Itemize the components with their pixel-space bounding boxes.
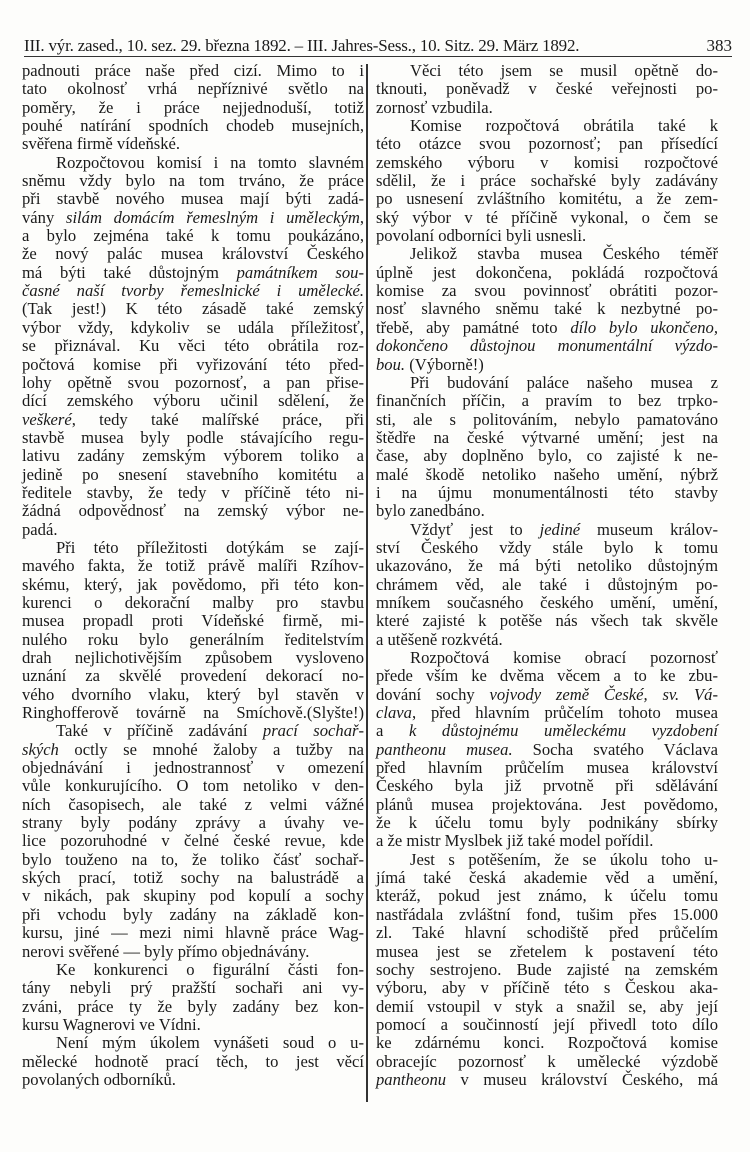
text-line <box>22 704 364 722</box>
text-line <box>22 576 364 594</box>
text-segment: při vchodu byly zadány na základě kon- <box>22 904 364 924</box>
text-line <box>376 869 718 887</box>
text-segment: že k účelu tomu byly podnikány sbírky <box>376 813 718 833</box>
italic-text-segment: jediné <box>539 519 581 539</box>
text-line <box>22 135 364 153</box>
text-segment: Také v příčině zadávání <box>56 721 263 741</box>
text-line <box>376 484 718 502</box>
text-segment: musea jest se zřetelem k postavení této <box>376 941 718 961</box>
text-segment: ke zdárnému konci. Rozpočtová komise <box>376 1033 718 1053</box>
text-line <box>22 356 364 374</box>
text-line <box>376 117 718 135</box>
header-title: III. výr. zased., 10. sez. 29. března 1892. – III. Jahres-Sess., 10. Sitz. 29. März 1892. <box>24 36 580 55</box>
text-line <box>22 80 364 98</box>
text-line <box>376 1071 718 1089</box>
text-segment: pomocí a součinností její přivedl toto dílo <box>376 1014 718 1034</box>
text-segment: při stavbě nového musea mají býti zadá- <box>22 189 364 209</box>
text-segment: vány <box>22 207 66 227</box>
text-line <box>376 979 718 997</box>
text-segment: ukazováno, že má býti netoliko důstojným <box>376 556 718 576</box>
text-line <box>376 356 718 374</box>
text-line <box>376 961 718 979</box>
text-line <box>376 190 718 208</box>
text-segment: plánů musea projektována. Jest povědomo, <box>376 794 718 814</box>
italic-text-segment: dílo bylo ukončeno, <box>570 317 718 337</box>
italic-text-segment: prací sochař- <box>262 721 365 741</box>
text-line <box>22 62 364 80</box>
text-line <box>376 832 718 850</box>
italic-text-segment: bou. <box>376 354 406 374</box>
text-segment: štědře na české výtvarné umění; jest na <box>376 427 718 447</box>
text-segment: Ringhofferově továrně na Smíchově.(Slyšte!) <box>22 703 364 723</box>
text-line <box>22 851 364 869</box>
text-segment: a bylo zejména také k tomu poukázáno, <box>22 226 364 246</box>
text-line <box>376 741 718 759</box>
text-segment: žádná odpovědnosť na zemský výbor ne- <box>22 501 364 521</box>
text-line <box>22 594 364 612</box>
text-line <box>22 612 364 630</box>
text-line <box>22 484 364 502</box>
text-line <box>22 264 364 282</box>
text-segment: sti, ale s politováním, nebylo pamatováno <box>376 409 718 429</box>
text-segment: tato okolnosť vrhá nepříznivé světlo na <box>22 79 364 99</box>
text-segment: kteráž, pokud jest známo, k účelu tomu <box>376 886 718 906</box>
text-segment: svěřena firmě vídeňské. <box>22 134 181 154</box>
text-segment: před hlavním průčelím musea království <box>376 758 718 778</box>
text-segment: Jelikož stavba musea Českého téměř <box>410 244 718 264</box>
text-line <box>22 814 364 832</box>
text-segment: malé škodě netoliko našeho umění, nýbrž <box>376 464 718 484</box>
text-line <box>22 172 364 190</box>
column-divider <box>366 64 368 1102</box>
text-line <box>376 814 718 832</box>
text-line <box>22 869 364 887</box>
text-line <box>376 649 718 667</box>
text-segment: přede vším ke dvěma věcem a to ke zbu- <box>376 666 718 686</box>
text-segment: lativu zadány zemským výborem toliko a <box>22 446 364 466</box>
text-line <box>376 392 718 410</box>
text-line <box>376 374 718 392</box>
text-segment: této otázce svou pozornosť; pan přísedící <box>376 134 718 154</box>
text-column-left <box>22 62 364 1089</box>
text-line <box>376 539 718 557</box>
text-line <box>376 172 718 190</box>
text-line <box>376 447 718 465</box>
text-line <box>376 337 718 355</box>
text-segment: sochy sestrojeno. Bude zajisté na zemském <box>376 959 718 979</box>
text-line <box>376 411 718 429</box>
text-segment: jímá také česká akademie věd a umění, <box>376 868 718 888</box>
text-segment: úplně jest dokončena, pokládá rozpočtová <box>376 262 718 282</box>
text-segment: v museu království Českého, má <box>446 1069 718 1089</box>
text-line <box>376 887 718 905</box>
text-segment: jedině po snesení stavebního komitétu a <box>22 464 364 484</box>
text-line <box>376 998 718 1016</box>
text-segment: a že mistr Myslbek již také model pořídil. <box>376 831 654 851</box>
text-segment: Komise rozpočtová obrátila také k <box>410 116 718 136</box>
text-line <box>22 411 364 429</box>
text-segment: zemského výboru v komisi rozpočtové <box>376 152 718 172</box>
text-segment: , před hlavním průčelím tohoto musea <box>411 703 718 723</box>
text-segment: bylo zanedbáno. <box>376 501 485 521</box>
text-line <box>22 319 364 337</box>
text-line <box>376 1034 718 1052</box>
text-segment: poměry, že i práce nejjednoduší, totiž <box>22 97 364 117</box>
text-line <box>376 594 718 612</box>
text-segment: demií vstoupil v styk a snažil se, aby její <box>376 996 718 1016</box>
text-segment: Jest s potěšením, že se úkolu toho u- <box>410 849 718 869</box>
text-line <box>22 209 364 227</box>
text-segment: kurenci o dekorační malby pro stavbu <box>22 592 364 612</box>
text-line <box>376 300 718 318</box>
text-segment: stavbě musea byly podle stávajícího regu- <box>22 427 364 447</box>
text-line <box>22 686 364 704</box>
text-segment: vůle konkurujícího. O tom netoliko v den- <box>22 776 364 796</box>
text-segment: chrámem věd, ale také i důstojným po- <box>376 574 718 594</box>
text-line <box>376 576 718 594</box>
text-line <box>376 245 718 263</box>
text-segment: Při budování paláce našeho musea z <box>410 372 718 392</box>
text-segment: nosť slavného sněmu také k nezbytné po- <box>376 299 718 319</box>
italic-text-segment: památníkem sou- <box>236 262 364 282</box>
text-segment: skému, který, jak povědomo, při této kon- <box>22 574 364 594</box>
text-line <box>376 466 718 484</box>
text-line <box>22 649 364 667</box>
text-line <box>22 117 364 135</box>
text-segment: které zajisté k potěše nás všech tak skvěle <box>376 611 718 631</box>
italic-text-segment: dokončeno důstojnou monumentální výzdo- <box>376 336 718 356</box>
text-segment: tknouti, poněvadž v české veřejnosti po- <box>376 79 718 99</box>
text-segment: povolaných odborníků. <box>22 1069 176 1089</box>
text-segment: objednávání i jednostrannosť v omezení <box>22 758 364 778</box>
text-segment: ních časopisech, ale také z velmi vážné <box>22 794 364 814</box>
text-column-right <box>376 62 718 1089</box>
text-line <box>22 374 364 392</box>
text-line <box>376 282 718 300</box>
text-line <box>22 631 364 649</box>
text-segment: kursu, jiné — mezi nimi hlavně práce Wag- <box>22 923 364 943</box>
text-segment: padá. <box>22 519 58 539</box>
text-segment: drah nejlichotivějším způsobem vysloveno <box>22 648 364 667</box>
text-line <box>376 943 718 961</box>
text-segment: mníkem současného českého umění, umění, <box>376 592 718 612</box>
text-line <box>22 759 364 777</box>
text-line <box>22 1053 364 1071</box>
text-line <box>376 319 718 337</box>
text-line <box>22 99 364 117</box>
text-segment: bylo touženo na to, že toliko čásť sochař- <box>22 849 364 869</box>
text-segment: dování sochy <box>376 684 490 704</box>
text-segment: musea propadl proti Vídeňské firmě, mi- <box>22 611 364 631</box>
text-segment: po usnesení zvláštního komitétu, a že zem- <box>376 189 718 209</box>
text-segment: že nový palác musea království Českého <box>22 244 364 264</box>
text-line <box>376 429 718 447</box>
text-line <box>376 796 718 814</box>
text-segment: počtová komise při vyřizování této před- <box>22 354 364 374</box>
text-line <box>22 227 364 245</box>
text-segment: a <box>376 721 409 741</box>
italic-text-segment: veškeré <box>22 409 72 429</box>
text-segment: octly se mnohé žaloby a tužby na <box>58 739 364 759</box>
text-segment: se přiznával. Ku věci této obrátila roz- <box>22 336 364 356</box>
text-line <box>376 80 718 98</box>
text-line <box>22 777 364 795</box>
italic-text-segment: pantheonu musea. <box>376 739 513 759</box>
running-header <box>24 32 732 57</box>
text-line <box>376 612 718 630</box>
text-line <box>376 722 718 740</box>
text-line <box>376 62 718 80</box>
text-segment: padnouti práce naše před cizí. Mimo to i <box>22 61 364 80</box>
text-line <box>22 245 364 263</box>
text-segment: nulého roku bylo generálním ředitelstvím <box>22 629 364 649</box>
text-segment: mělecké hodnotě prací těch, to jest věcí <box>22 1051 364 1071</box>
text-segment: Věci této jsem se musil opětně do- <box>410 61 718 80</box>
italic-text-segment: časné naší tvorby řemeslnické i umělecké. <box>22 281 364 301</box>
text-segment: i na újmu monumentálnosti této stavby <box>376 482 718 502</box>
text-segment: (Výborně!) <box>405 354 484 374</box>
text-line <box>22 466 364 484</box>
text-line <box>376 99 718 117</box>
text-line <box>22 961 364 979</box>
text-segment: a utěšeně rozkvétá. <box>376 629 503 649</box>
text-line <box>22 906 364 924</box>
text-line <box>22 943 364 961</box>
text-line <box>376 631 718 649</box>
text-line <box>376 521 718 539</box>
text-line <box>22 832 364 850</box>
text-line <box>376 704 718 722</box>
text-line <box>376 135 718 153</box>
text-line <box>376 264 718 282</box>
text-segment: třebě, aby památné toto <box>376 317 571 337</box>
text-segment: Rozpočtovou komisí i na tomto slavném <box>56 152 364 172</box>
text-segment: Vždyť jest to <box>410 519 540 539</box>
text-segment: ských prací, totiž sochy na balustrádě a <box>22 868 364 888</box>
text-line <box>22 1016 364 1034</box>
text-line <box>22 924 364 942</box>
text-line <box>22 1034 364 1052</box>
text-segment: ský výbor v té příčině vykonal, o čem se <box>376 207 718 227</box>
text-segment: museum králov- <box>580 519 718 539</box>
text-segment: Rozpočtová komise obrací pozornosť <box>410 648 718 667</box>
text-line <box>22 539 364 557</box>
text-line <box>22 502 364 520</box>
text-segment: výboru, aby v příčině této s Českou aka- <box>376 978 718 998</box>
text-segment: mavého fakta, že totiž právě malíři Rzíhov- <box>22 556 364 576</box>
text-segment: Není mým úkolem vynášeti soud o u- <box>56 1033 364 1053</box>
text-line <box>376 227 718 245</box>
text-segment: komise za svou povinnosť obrátiti pozor- <box>376 281 718 301</box>
text-segment: čase, aby doplněno bylo, co zajisté k ne- <box>376 446 718 466</box>
text-segment: vého dvorního vlaku, který byl stavěn v <box>22 684 364 704</box>
text-line <box>22 521 364 539</box>
text-line <box>376 209 718 227</box>
text-segment: strany byly podány zprávy a úvahy ve- <box>22 813 364 833</box>
italic-text-segment: clava <box>376 703 412 723</box>
text-segment: ředitele stavby, že tedy v příčině této ni- <box>22 482 364 502</box>
text-segment: , tedy také malířské práce, při <box>71 409 364 429</box>
text-line <box>376 1016 718 1034</box>
text-segment: lohy opětně svou pozornosť, a pan přise- <box>22 372 364 392</box>
text-line <box>22 392 364 410</box>
text-segment: Socha svatého Václava <box>512 739 718 759</box>
text-segment: má býti také důstojným <box>22 262 237 282</box>
text-line <box>22 1071 364 1089</box>
text-line <box>376 906 718 924</box>
text-line <box>376 557 718 575</box>
text-segment: kursu Wagnerovi ve Vídni. <box>22 1014 201 1034</box>
text-segment: tány nebyli prý pražští sochaři ani vy- <box>22 978 364 998</box>
text-line <box>22 447 364 465</box>
text-line <box>376 502 718 520</box>
text-segment: Českého byla již prvotně při sdělávání <box>376 776 718 796</box>
text-line <box>22 667 364 685</box>
text-line <box>22 190 364 208</box>
text-segment: nerovi svěřené — byly přímo objednávány. <box>22 941 310 961</box>
text-segment: finančních příčin, a pravím to bez trpko- <box>376 391 718 411</box>
text-line <box>376 851 718 869</box>
text-line <box>22 154 364 172</box>
text-segment: sdělil, že i práce sochařské byly zadávány <box>376 171 718 191</box>
text-segment: (Tak jest!) K této zásadě také zemský <box>22 299 364 319</box>
text-line <box>22 998 364 1016</box>
text-line <box>376 777 718 795</box>
italic-text-segment: vojvody země České, sv. Vá- <box>489 684 718 704</box>
text-line <box>376 667 718 685</box>
text-segment: lice pozoruhodné v čelné české revue, kde <box>22 831 364 851</box>
text-segment: povolaní odborníci byli usnesli. <box>376 226 587 246</box>
text-segment: uznání za skvělé provedení dekorací no- <box>22 666 364 686</box>
page-number: 383 <box>706 36 732 55</box>
text-line <box>376 154 718 172</box>
text-segment: obracejíc pozornosť k umělecké výzdobě <box>376 1051 718 1071</box>
text-segment: , <box>359 207 364 227</box>
text-line <box>22 887 364 905</box>
text-segment: nastřádala zvláštní fond, tušim přes 15.000 <box>376 904 718 924</box>
text-line <box>22 741 364 759</box>
italic-text-segment: ských <box>22 739 59 759</box>
text-line <box>22 722 364 740</box>
italic-text-segment: k důstojnému uměleckému vyzdobení <box>408 721 718 741</box>
text-line <box>376 1053 718 1071</box>
text-segment: zváni, práce ty že byly zadány bez kon- <box>22 996 364 1016</box>
text-segment: zl. Také hlavní schodiště před průčelím <box>376 923 718 943</box>
text-segment: zornosť vzbudila. <box>376 97 493 117</box>
text-segment: Ke konkurenci o figurální části fon- <box>56 959 364 979</box>
text-segment: výbor vždy, kdykoliv se udála příležitosť, <box>22 317 364 337</box>
text-segment: dící zemského výboru učinil sdělení, že <box>22 391 364 411</box>
italic-text-segment: silám domácím řemeslným i uměleckým <box>65 207 360 227</box>
text-line <box>22 337 364 355</box>
text-segment: sněmu vždy bylo na tom trváno, že práce <box>22 171 364 191</box>
text-line <box>376 759 718 777</box>
text-segment: Při této příležitosti dotýkám se zají- <box>56 537 364 557</box>
text-line <box>376 686 718 704</box>
text-segment: ství Českého vždy stále bylo k tomu <box>376 537 718 557</box>
text-line <box>376 924 718 942</box>
text-line <box>22 300 364 318</box>
text-segment: pouhé natírání spodních chodeb musejních, <box>22 116 364 136</box>
text-line <box>22 796 364 814</box>
text-segment: v nikách, pak skupiny pod kopulí a sochy <box>22 886 364 906</box>
text-line <box>22 282 364 300</box>
italic-text-segment: pantheonu <box>376 1069 447 1089</box>
text-line <box>22 979 364 997</box>
text-line <box>22 557 364 575</box>
text-line <box>22 429 364 447</box>
